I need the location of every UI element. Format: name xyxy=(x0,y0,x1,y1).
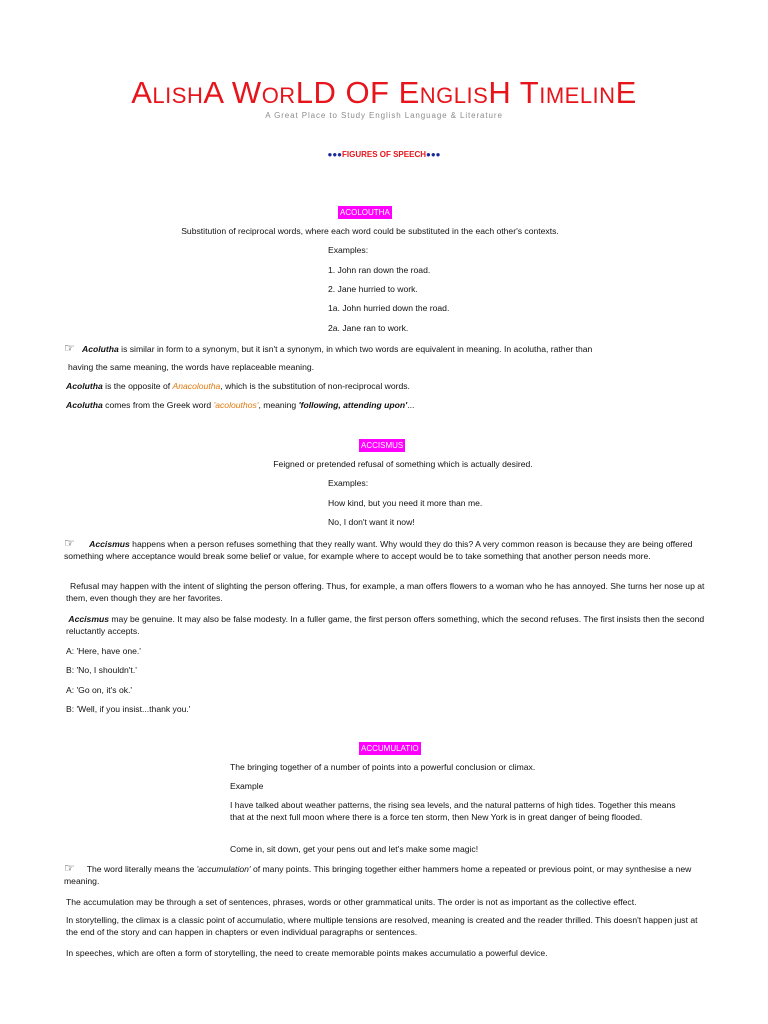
accumulatio-paragraph-1 xyxy=(64,862,710,888)
accumulatio-example-text-2: Come in, sit down, get your pens out and let's make some magic! xyxy=(230,844,479,854)
heading-accismus: ACCISMUS xyxy=(361,441,404,450)
text: , which is the substitution of non-reciprocal words. xyxy=(220,381,410,391)
accismus-paragraph-3 xyxy=(66,613,710,638)
accismus-example-1: How kind, but you need it more than me. xyxy=(328,498,483,508)
title-part: A W xyxy=(203,75,262,110)
acoloutha-definition: Substitution of reciprocal words, where each word could be substituted in the each other's contexts. xyxy=(181,226,559,236)
accismus-examples-label: Examples: xyxy=(328,478,369,488)
accismus-paragraph-2: Refusal may happen with the intent of slighting the person offering. Thus, for example, a man offers flowers to a woman who he has annoyed. She turns her nose up at them, even though they are her favorites. xyxy=(66,581,705,604)
title-part: IMELIN xyxy=(539,83,616,108)
text: of many points. This bringing together either hammers home a repeated or previous point, or may synthesise a new meaning. xyxy=(64,864,692,887)
accumulatio-example-label: Example xyxy=(230,781,264,791)
pointing-hand-icon: ☞ xyxy=(64,341,75,355)
accumulatio-paragraph-2: The accumulation may be through a set of sentences, phrases, words or other grammatical units. The order is not as important as the collective effect. xyxy=(66,897,637,907)
dots-left: ●●● xyxy=(327,150,342,159)
pointing-hand-icon: ☞ xyxy=(64,861,75,875)
section-title-text: FIGURES OF SPEECH xyxy=(341,150,426,159)
text: , meaning xyxy=(258,400,299,410)
acoloutha-paragraph-3 xyxy=(66,399,414,411)
heading-acoloutha: ACOLOUTHA xyxy=(340,208,390,217)
text: may be genuine. It may also be false modesty. In a fuller game, the first person offers something, which the second refuses. The first insists then the second reluctantly accepts. xyxy=(66,614,705,637)
title-part: L xyxy=(295,75,314,110)
text: is the opposite of xyxy=(102,381,173,391)
accismus-paragraph-1 xyxy=(64,537,710,563)
anacoloutha-link[interactable]: Anacoloutha xyxy=(172,381,221,391)
term: Acolutha xyxy=(66,400,103,410)
dialogue-line-2: B: 'No, I shouldn't.' xyxy=(66,665,137,675)
dialogue-line-4: B: 'Well, if you insist...thank you.' xyxy=(66,704,191,714)
acoloutha-example-4: 2a. Jane ran to work. xyxy=(328,323,409,333)
acoloutha-example-3: 1a. John hurried down the road. xyxy=(328,303,450,313)
term: 'accumulation' xyxy=(196,864,251,874)
section-title xyxy=(0,150,768,159)
acoloutha-paragraph-2 xyxy=(66,380,410,392)
title-part: E xyxy=(615,75,637,110)
dots-right: ●●● xyxy=(426,150,441,159)
text: is similar in form to a synonym, but it isn't a synonym, in which two words are equivalent in meaning. In acolutha, rather than xyxy=(118,344,593,354)
title-part: A xyxy=(131,75,153,110)
term: Acolutha xyxy=(66,381,103,391)
title-part: D xyxy=(313,75,337,110)
text: ... xyxy=(407,400,415,410)
accumulatio-definition: The bringing together of a number of points into a powerful conclusion or climax. xyxy=(230,762,536,772)
accismus-example-2: No, I don't want it now! xyxy=(328,517,415,527)
dialogue-line-1: A: 'Here, have one.' xyxy=(66,646,141,656)
term: Accismus xyxy=(89,539,130,549)
term: Accismus xyxy=(68,614,109,624)
acoloutha-examples-label: Examples: xyxy=(328,245,369,255)
accumulatio-example-text: I have talked about weather patterns, the rising sea levels, and the natural patterns of high tides. Together this means that at the next full moon where there is a force ten storm, then New York is in great danger of being flooded. xyxy=(230,800,676,823)
acoloutha-example-2: 2. Jane hurried to work. xyxy=(328,284,418,294)
text: happens when a person refuses something that they really want. Why would they do this? A very common reason is because they are being offered something where acceptance would break some belief or value, for example where to accept would be to take something that another person needs more. xyxy=(64,539,693,562)
page-subtitle: A Great Place to Study English Language & Literature xyxy=(265,111,503,120)
acoloutha-paragraph-1 xyxy=(64,342,592,355)
title-part: NGLIS xyxy=(419,83,489,108)
text: The word literally means the xyxy=(86,864,197,874)
title-part: LISH xyxy=(152,83,204,108)
dialogue-line-3: A: 'Go on, it's ok.' xyxy=(66,685,133,695)
greek-word: 'acolouthos' xyxy=(213,400,259,410)
title-part: OR xyxy=(261,83,296,108)
acoloutha-example-1: 1. John ran down the road. xyxy=(328,265,431,275)
term: Acolutha xyxy=(82,344,119,354)
accismus-definition: Feigned or pretended refusal of something which is actually desired. xyxy=(273,459,533,469)
heading-accumulatio: ACCUMULATIO xyxy=(361,744,419,753)
accumulatio-paragraph-3: In storytelling, the climax is a classic point of accumulatio, where multiple tensions are resolved, meaning is created and the reader thrilled. This doesn't happen just at the end of the story and can happen in chapters or even individual paragraphs or sentences. xyxy=(66,915,698,938)
accumulatio-paragraph-4: In speeches, which are often a form of storytelling, the need to create memorable points makes accumulatio a powerful device. xyxy=(66,948,548,958)
page-title xyxy=(0,76,768,113)
meaning: 'following, attending upon' xyxy=(298,400,408,410)
title-part: H T xyxy=(488,75,540,110)
title-part: OF E xyxy=(336,75,420,110)
acoloutha-paragraph-1-line-2: having the same meaning, the words have replaceable meaning. xyxy=(68,362,315,372)
pointing-hand-icon: ☞ xyxy=(64,536,75,550)
text: comes from the Greek word xyxy=(102,400,214,410)
